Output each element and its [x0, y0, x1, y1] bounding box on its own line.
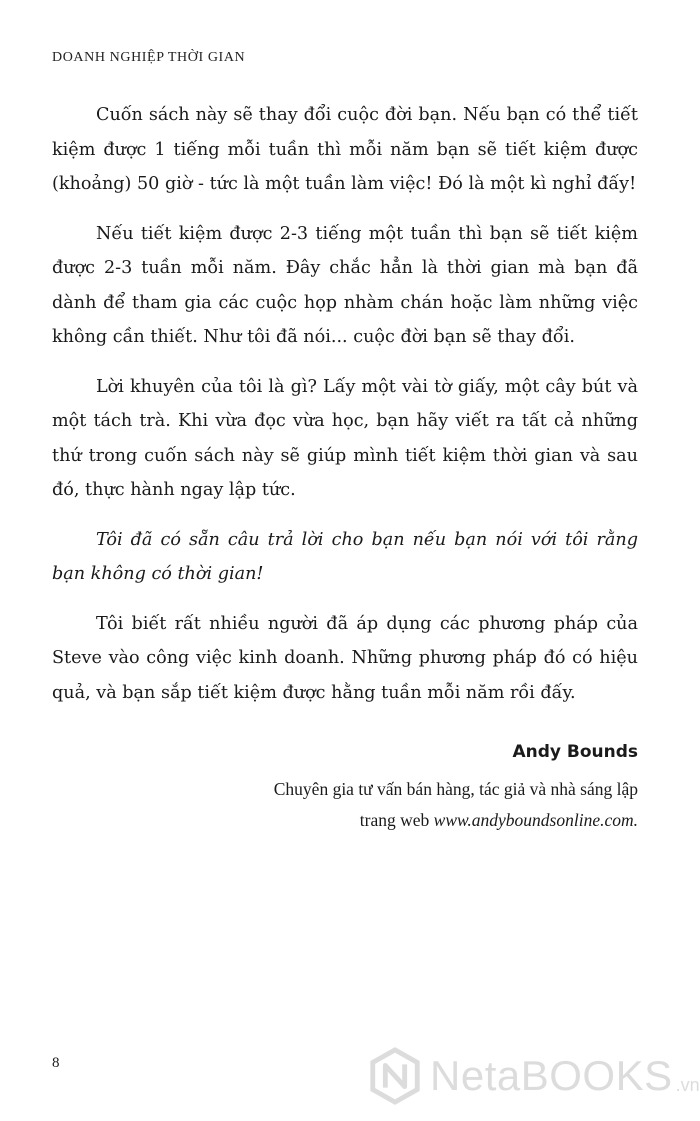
watermark-text: NetaBOOKS: [430, 1052, 673, 1099]
signature-block: [274, 738, 638, 836]
paragraph-4-italic: Tôi đã có sẵn câu trả lời cho bạn nếu bạn nói với tôi rằng bạn không có thời gian!: [52, 529, 638, 584]
author-title: Chuyên gia tư vấn bán hàng, tác giả và nhà sáng lập: [273, 779, 638, 799]
paragraph-2: Nếu tiết kiệm được 2-3 tiếng một tuần thì bạn sẽ tiết kiệm được 2-3 tuần mỗi năm. Đây chắc hẳn là thời gian mà bạn đã dành để tham gia các cuộc họp nhàm chán hoặc làm những việc không cần thiết. Như tôi đã nói... cuộc đời bạn sẽ thay đổi.: [52, 223, 638, 347]
paragraph-5: Tôi biết rất nhiều người đã áp dụng các phương pháp của Steve vào công việc kinh doanh. Những phương pháp đó có hiệu quả, và bạn sắp tiết kiệm được hằng tuần mỗi năm rồi đấy.: [52, 613, 638, 703]
netabooks-watermark: [366, 1046, 700, 1106]
web-prefix: trang web: [359, 810, 434, 830]
website-text: www.andyboundsonline.com.: [433, 810, 638, 830]
paragraph-3: Lời khuyên của tôi là gì? Lấy một vài tờ giấy, một cây bút và một tách trà. Khi vừa đọc vừa học, bạn hãy viết ra tất cả những thứ trong cuốn sách này sẽ giúp mình tiết kiệm thời gian và sau đó, thực hành ngay lập tức.: [52, 376, 638, 500]
watermark-suffix: .vn: [675, 1074, 700, 1095]
running-header: DOANH NGHIỆP THỜI GIAN: [52, 50, 246, 65]
paragraph-1: Cuốn sách này sẽ thay đổi cuộc đời bạn. Nếu bạn có thể tiết kiệm được 1 tiếng mỗi tuần thì mỗi năm bạn sẽ tiết kiệm được (khoảng) 50 giờ - tức là một tuần làm việc! Đó là một kì nghỉ đấy!: [52, 105, 638, 194]
netabooks-logo-icon: [366, 1047, 424, 1105]
body-text: [52, 98, 638, 725]
author-web-line: [274, 805, 638, 836]
author-name: Andy Bounds: [512, 742, 638, 762]
page-number: 8: [52, 1055, 60, 1071]
